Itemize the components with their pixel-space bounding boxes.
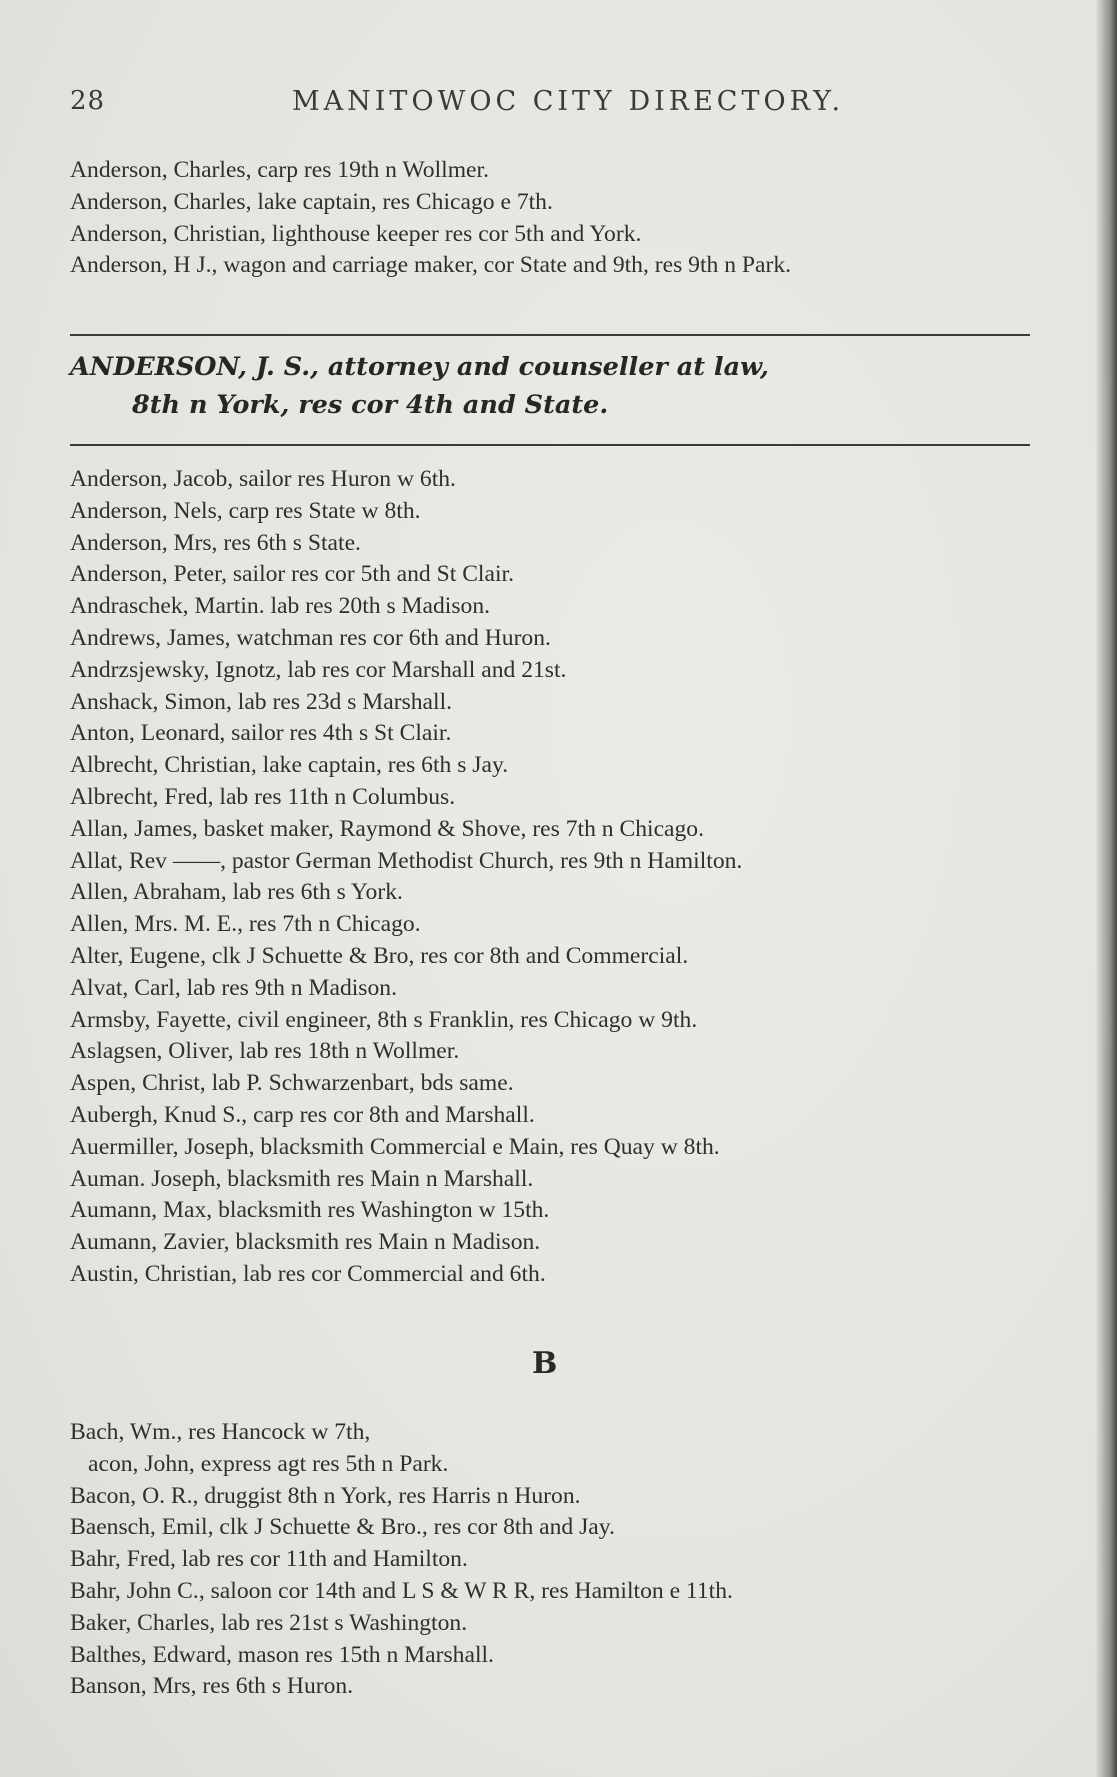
card-text (70, 348, 1030, 424)
list-item: acon, John, express agt res 5th n Park. (88, 1450, 449, 1477)
list-item: Allen, Mrs. M. E., res 7th n Chicago. (70, 911, 421, 938)
list-item: Anderson, Peter, sailor res cor 5th and St Clair. (70, 561, 514, 588)
running-title: MANITOWOC CITY DIRECTORY. (292, 86, 845, 117)
card-bottom-rule (70, 444, 1030, 446)
list-item: Anderson, H J., wagon and carriage maker, cor State and 9th, res 9th n Park. (70, 252, 792, 279)
section-letter: B (532, 1346, 558, 1381)
list-item: Bahr, Fred, lab res cor 11th and Hamilton. (70, 1546, 468, 1573)
list-item: Allan, James, basket maker, Raymond & Shove, res 7th n Chicago. (70, 815, 705, 842)
list-item: Anshack, Simon, lab res 23d s Marshall. (70, 688, 453, 715)
list-item: Anton, Leonard, sailor res 4th s St Clair. (70, 720, 452, 747)
entries-a-list (70, 464, 1040, 1291)
list-item: Allen, Abraham, lab res 6th s York. (70, 879, 403, 906)
list-item: Bacon, O. R., druggist 8th n York, res Harris n Huron. (70, 1482, 581, 1509)
list-item: Albrecht, Christian, lake captain, res 6th s Jay. (70, 752, 509, 779)
entries-b-list (70, 1417, 1040, 1703)
list-item: Aubergh, Knud S., carp res cor 8th and Marshall. (70, 1101, 535, 1128)
entries-top-list (70, 155, 1040, 282)
card-line-1: ANDERSON, J. S., attorney and counseller at law, (70, 352, 769, 382)
list-item: Anderson, Christian, lighthouse keeper res cor 5th and York. (70, 220, 642, 247)
list-item: Aumann, Zavier, blacksmith res Main n Madison. (70, 1229, 541, 1256)
list-item: Austin, Christian, lab res cor Commercial and 6th. (70, 1260, 546, 1287)
list-item: Anderson, Charles, carp res 19th n Wollmer. (70, 157, 489, 183)
list-item: Aslagsen, Oliver, lab res 18th n Wollmer. (70, 1038, 460, 1065)
list-item: Auman. Joseph, blacksmith res Main n Marshall. (70, 1165, 534, 1192)
list-item: Armsby, Fayette, civil engineer, 8th s Franklin, res Chicago w 9th. (70, 1006, 698, 1033)
list-item: Bahr, John C., saloon cor 14th and L S & W R R, res Hamilton e 11th. (70, 1577, 733, 1604)
page-number: 28 (70, 86, 106, 116)
list-item: Baensch, Emil, clk J Schuette & Bro., res cor 8th and Jay. (70, 1514, 615, 1541)
list-item: Aumann, Max, blacksmith res Washington w 15th. (70, 1197, 550, 1224)
list-item: Anderson, Charles, lake captain, res Chicago e 7th. (70, 188, 553, 215)
list-item: Baker, Charles, lab res 21st s Washington. (70, 1609, 468, 1636)
list-item: Andraschek, Martin. lab res 20th s Madison. (70, 593, 491, 620)
list-item: Balthes, Edward, mason res 15th n Marshall. (70, 1641, 494, 1668)
list-item: Anderson, Nels, carp res State w 8th. (70, 497, 421, 524)
list-item: Anderson, Jacob, sailor res Huron w 6th. (70, 466, 456, 492)
advertisement-card (70, 334, 1030, 446)
list-item: Anderson, Mrs, res 6th s State. (70, 529, 361, 556)
list-item: Bach, Wm., res Hancock w 7th, (70, 1419, 371, 1445)
list-item: Banson, Mrs, res 6th s Huron. (70, 1673, 354, 1700)
list-item: Auermiller, Joseph, blacksmith Commercial e Main, res Quay w 8th. (70, 1133, 720, 1160)
list-item: Andrews, James, watchman res cor 6th and Huron. (70, 624, 551, 651)
list-item: Andrzsjewsky, Ignotz, lab res cor Marshall and 21st. (70, 656, 567, 683)
list-item: Albrecht, Fred, lab res 11th n Columbus. (70, 783, 456, 810)
page-header (70, 86, 1030, 126)
card-top-rule (70, 334, 1030, 336)
list-item: Alvat, Carl, lab res 9th n Madison. (70, 974, 397, 1001)
list-item: Aspen, Christ, lab P. Schwarzenbart, bds same. (70, 1070, 514, 1097)
card-line-2: 8th n York, res cor 4th and State. (132, 390, 609, 420)
list-item: Allat, Rev ——, pastor German Methodist Church, res 9th n Hamilton. (70, 847, 743, 874)
list-item: Alter, Eugene, clk J Schuette & Bro, res cor 8th and Commercial. (70, 942, 689, 969)
